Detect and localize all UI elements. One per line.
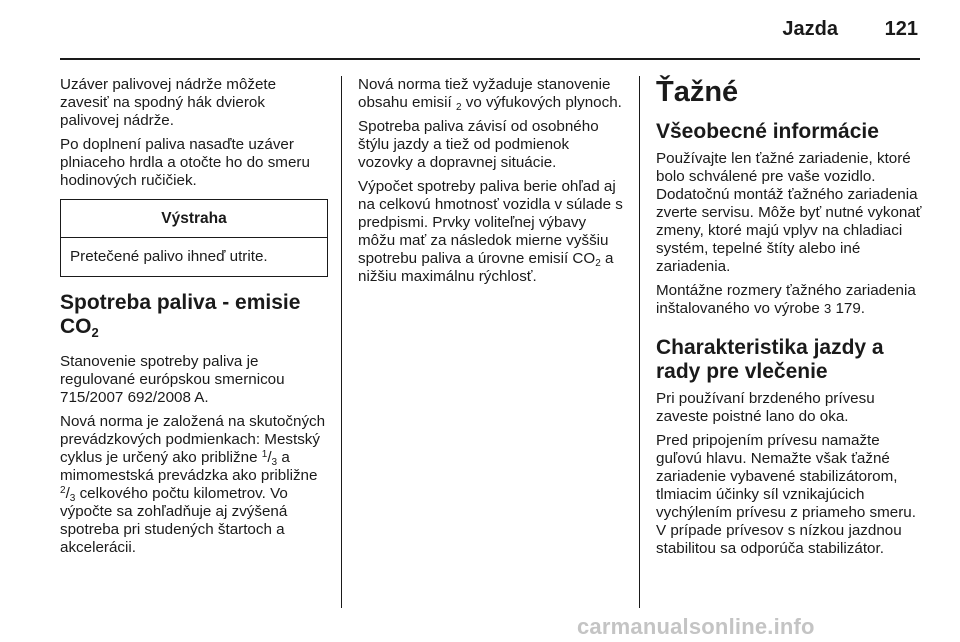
paragraph: Po doplnení paliva nasaďte uzáver plniaceho hrdla a otočte ho do smeru hodinových ručičiek. [60,136,310,189]
fraction-numerator: 2 [60,485,66,496]
paragraph [358,76,624,112]
column-3 [656,76,924,564]
paragraph: Používajte len ťažné zariadenie, ktoré bolo schválené pre vaše vozidlo. Dodatočnú montáž ťažného zariadenia zverte servisu. Môže byť nutné vykonať zmeny, ktoré majú vplyv na chladiaci systém, tepelné štíty alebo iné zariadenia. [656,150,922,275]
page-header [60,18,920,46]
text-run: celkového počtu kilometrov. Vo výpočte sa zohľadňuje aj zvýšená spotreba pri studených štartoch a akcelerácii. [60,485,288,556]
subscript: 2 [595,258,601,269]
fraction-numerator: 1 [261,449,268,460]
column-divider-1 [341,76,342,608]
section-heading-general-info: Všeobecné informácie [656,120,879,143]
text-run: a nižšiu maximálnu rýchlosť. [358,250,614,285]
text-run: Nová norma je založená na skutočných prevádzkových podmienkach: Mestský cyklus je určený ako približne [60,413,326,466]
warning-title: Výstraha [61,200,327,238]
page-number: 121 [884,18,918,40]
watermark: carmanualsonline.info [577,614,815,639]
column-divider-2 [639,76,640,608]
section-title: Jazda [782,18,838,40]
text-run: a mimomestská prevádzka ako približne [60,449,318,484]
paragraph: Stanovenie spotreby paliva je regulované európskou smernicou 715/2007 692/2008 A. [60,353,285,406]
chapter-title: Ťažné [656,76,739,108]
fraction-denominator: 3 [69,493,76,504]
fraction-separator: / [267,449,272,466]
section-heading-driving-characteristics: Charakteristika jazdy a rady pre vlečenie [656,336,884,383]
paragraph: Pred pripojením prívesu namažte guľovú hlavu. Nemažte však ťažné zariadenie vybavené stabilizátorom, tlmiacim účinky síl vznikajúcich vychýlením prívesu z priameho smeru. V prípade prívesov s nízkou jazdnou stabilitou sa odporúča stabilizátor. [656,432,916,557]
warning-box [60,199,328,277]
column-2 [358,76,624,292]
page-reference-link[interactable]: 179. [831,300,866,317]
heading-subscript: 2 [91,325,99,340]
subscript: 2 [455,102,462,113]
page-reference-icon: 3 [824,301,832,316]
fraction-denominator: 3 [271,457,278,468]
warning-text: Pretečené palivo ihneď utrite. [70,248,268,265]
paragraph [60,413,328,557]
column-1 [60,76,328,563]
fraction-separator: / [65,485,70,502]
paragraph: Pri používaní brzdeného prívesu zaveste poistné lano do oka. [656,390,875,425]
section-heading-fuel-consumption [60,291,328,345]
text-run: vo výfukových plynoch. [461,94,622,111]
paragraph: Uzáver palivovej nádrže môžete zavesiť na spodný hák dvierok palivovej nádrže. [60,76,277,129]
text-run: Montážne rozmery ťažného zariadenia inštalovaného vo výrobe [656,282,916,317]
text-run: Výpočet spotreby paliva berie ohľad aj na celkovú hmotnosť vozidla v súlade s predpismi. Prvky voliteľnej výbavy môžu mať za následok mierne vyššiu spotrebu paliva a úrovne emisií CO [358,178,623,267]
heading-text: Spotreba paliva - emisie CO [60,291,301,338]
header-rule [60,58,920,60]
text-run: Nová norma tiež vyžaduje stanovenie obsahu emisií [358,76,611,111]
paragraph: Spotreba paliva závisí od osobného štýlu jazdy a tiež od podmienok vozovky a dopravnej situácie. [358,118,599,171]
paragraph [656,282,924,318]
paragraph [358,178,624,286]
